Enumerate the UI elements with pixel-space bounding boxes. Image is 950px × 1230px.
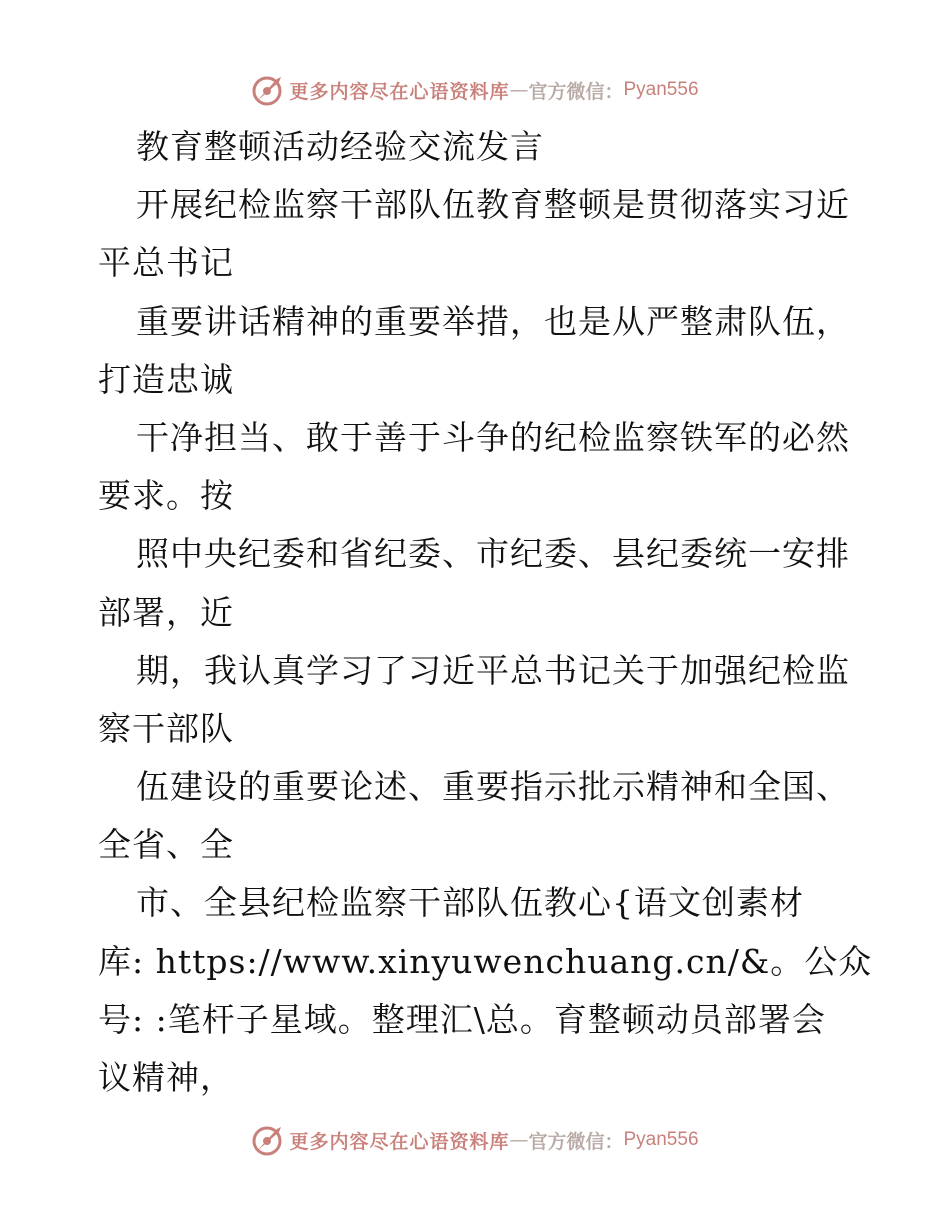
text-line: 议精神，	[98, 1058, 234, 1097]
text-line: 要求。按	[98, 476, 234, 516]
footer-watermark-banner	[0, 1120, 950, 1160]
text-line: 干净担当、敢于善于斗争的纪检监察铁军的必然	[136, 417, 850, 457]
quill-pen-logo-icon	[251, 73, 285, 107]
banner-wechat-label: 官方微信：	[528, 1130, 624, 1153]
text-line: 平总书记	[98, 243, 234, 283]
text-line: 库: https://www.xinyuwenchuang.cn/&。公众	[98, 941, 873, 981]
text-line: 开展纪检监察干部队伍教育整顿是贯彻落实习近	[136, 185, 850, 225]
banner-wechat-label: 官方微信：	[528, 80, 624, 103]
banner-dash: —	[509, 79, 529, 101]
document-body	[98, 118, 873, 1107]
text-line: 伍建设的重要论述、重要指示批示精神和全国、	[136, 767, 850, 807]
banner-title: 更多内容尽在心语资料库	[289, 80, 510, 103]
text-line: 市、全县纪检监察干部队伍教心{语文创素材	[136, 883, 804, 923]
text-line: 重要讲话精神的重要举措，也是从严整肃队伍，	[136, 301, 850, 341]
text-line: 号: :笔杆子星域。整理汇\总。育整顿动员部署会	[98, 999, 826, 1039]
document-title: 教育整顿活动经验交流发言	[136, 127, 544, 166]
quill-pen-logo-icon	[251, 1123, 285, 1157]
text-line: 期，我认真学习了习近平总书记关于加强纪检监	[136, 650, 850, 690]
text-line: 打造忠诚	[98, 359, 234, 399]
header-watermark-banner	[0, 70, 950, 110]
text-line: 全省、全	[98, 825, 234, 865]
banner-dash: —	[509, 1129, 529, 1151]
banner-wechat-id: Pyan556	[623, 1129, 699, 1150]
text-line: 部署，近	[98, 592, 234, 632]
banner-wechat-id: Pyan556	[623, 79, 699, 100]
text-line: 察干部队	[98, 708, 234, 748]
banner-title: 更多内容尽在心语资料库	[289, 1130, 510, 1153]
text-line: 照中央纪委和省纪委、市纪委、县纪委统一安排	[136, 534, 850, 574]
